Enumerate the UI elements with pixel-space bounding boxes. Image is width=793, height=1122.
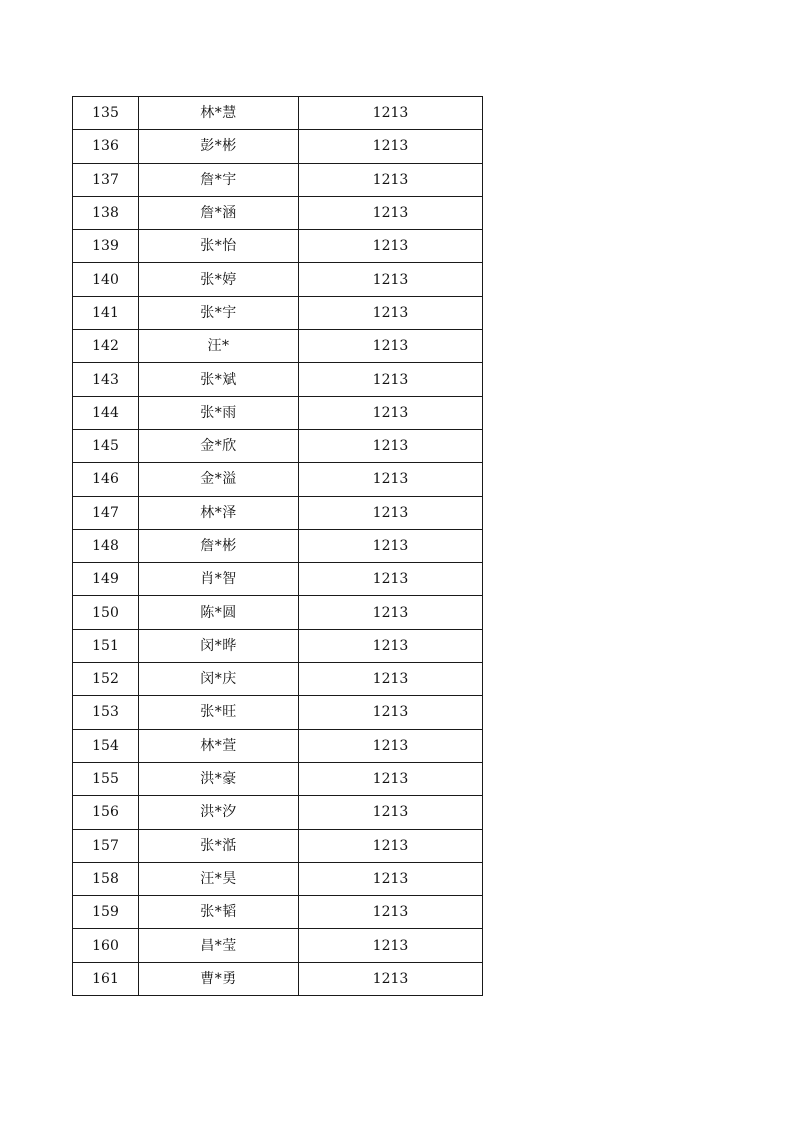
table-row: [73, 263, 483, 296]
table-row: [73, 230, 483, 263]
table-row: [73, 896, 483, 929]
table-row: [73, 330, 483, 363]
name-cell: 张*宇: [139, 296, 299, 329]
row-number-cell: 152: [73, 663, 139, 696]
name-cell: 林*萱: [139, 729, 299, 762]
row-number-cell: 146: [73, 463, 139, 496]
amount-cell: 1213: [299, 163, 483, 196]
name-cell: 詹*彬: [139, 529, 299, 562]
amount-cell: 1213: [299, 629, 483, 662]
table-row: [73, 496, 483, 529]
table-row: [73, 696, 483, 729]
name-cell: 张*雨: [139, 396, 299, 429]
row-number-cell: 136: [73, 130, 139, 163]
row-number-cell: 160: [73, 929, 139, 962]
amount-cell: 1213: [299, 196, 483, 229]
table-row: [73, 762, 483, 795]
name-cell: 詹*宇: [139, 163, 299, 196]
table-row: [73, 663, 483, 696]
table-row: [73, 596, 483, 629]
name-cell: 金*溢: [139, 463, 299, 496]
row-number-cell: 161: [73, 962, 139, 995]
amount-cell: 1213: [299, 796, 483, 829]
row-number-cell: 143: [73, 363, 139, 396]
table-row: [73, 363, 483, 396]
amount-cell: 1213: [299, 962, 483, 995]
row-number-cell: 154: [73, 729, 139, 762]
name-cell: 闵*庆: [139, 663, 299, 696]
roster-table-body: [73, 97, 483, 996]
name-cell: 张*湉: [139, 829, 299, 862]
amount-cell: 1213: [299, 130, 483, 163]
name-cell: 张*婷: [139, 263, 299, 296]
row-number-cell: 148: [73, 529, 139, 562]
amount-cell: 1213: [299, 97, 483, 130]
amount-cell: 1213: [299, 263, 483, 296]
table-row: [73, 429, 483, 462]
name-cell: 肖*智: [139, 563, 299, 596]
table-row: [73, 296, 483, 329]
table-row: [73, 829, 483, 862]
table-row: [73, 97, 483, 130]
name-cell: 林*慧: [139, 97, 299, 130]
roster-table: [72, 96, 483, 996]
row-number-cell: 157: [73, 829, 139, 862]
name-cell: 彭*彬: [139, 130, 299, 163]
amount-cell: 1213: [299, 696, 483, 729]
row-number-cell: 135: [73, 97, 139, 130]
table-row: [73, 130, 483, 163]
row-number-cell: 147: [73, 496, 139, 529]
row-number-cell: 158: [73, 862, 139, 895]
amount-cell: 1213: [299, 896, 483, 929]
amount-cell: 1213: [299, 829, 483, 862]
row-number-cell: 145: [73, 429, 139, 462]
row-number-cell: 150: [73, 596, 139, 629]
row-number-cell: 144: [73, 396, 139, 429]
amount-cell: 1213: [299, 396, 483, 429]
table-row: [73, 629, 483, 662]
name-cell: 詹*涵: [139, 196, 299, 229]
name-cell: 张*韬: [139, 896, 299, 929]
name-cell: 金*欣: [139, 429, 299, 462]
row-number-cell: 142: [73, 330, 139, 363]
row-number-cell: 159: [73, 896, 139, 929]
amount-cell: 1213: [299, 929, 483, 962]
row-number-cell: 140: [73, 263, 139, 296]
name-cell: 陈*圆: [139, 596, 299, 629]
name-cell: 汪*: [139, 330, 299, 363]
amount-cell: 1213: [299, 429, 483, 462]
table-row: [73, 163, 483, 196]
row-number-cell: 156: [73, 796, 139, 829]
amount-cell: 1213: [299, 463, 483, 496]
row-number-cell: 149: [73, 563, 139, 596]
table-row: [73, 862, 483, 895]
row-number-cell: 139: [73, 230, 139, 263]
name-cell: 洪*汐: [139, 796, 299, 829]
row-number-cell: 151: [73, 629, 139, 662]
name-cell: 曹*勇: [139, 962, 299, 995]
amount-cell: 1213: [299, 596, 483, 629]
table-row: [73, 563, 483, 596]
amount-cell: 1213: [299, 363, 483, 396]
amount-cell: 1213: [299, 529, 483, 562]
row-number-cell: 141: [73, 296, 139, 329]
amount-cell: 1213: [299, 563, 483, 596]
table-row: [73, 962, 483, 995]
table-row: [73, 929, 483, 962]
name-cell: 张*斌: [139, 363, 299, 396]
row-number-cell: 153: [73, 696, 139, 729]
amount-cell: 1213: [299, 230, 483, 263]
name-cell: 林*泽: [139, 496, 299, 529]
amount-cell: 1213: [299, 729, 483, 762]
table-row: [73, 396, 483, 429]
amount-cell: 1213: [299, 663, 483, 696]
amount-cell: 1213: [299, 496, 483, 529]
amount-cell: 1213: [299, 296, 483, 329]
table-row: [73, 529, 483, 562]
row-number-cell: 137: [73, 163, 139, 196]
table-row: [73, 796, 483, 829]
name-cell: 汪*昊: [139, 862, 299, 895]
table-row: [73, 196, 483, 229]
amount-cell: 1213: [299, 862, 483, 895]
name-cell: 昌*莹: [139, 929, 299, 962]
amount-cell: 1213: [299, 762, 483, 795]
row-number-cell: 155: [73, 762, 139, 795]
name-cell: 张*怡: [139, 230, 299, 263]
name-cell: 张*旺: [139, 696, 299, 729]
table-row: [73, 463, 483, 496]
name-cell: 洪*豪: [139, 762, 299, 795]
name-cell: 闵*晔: [139, 629, 299, 662]
amount-cell: 1213: [299, 330, 483, 363]
row-number-cell: 138: [73, 196, 139, 229]
table-row: [73, 729, 483, 762]
